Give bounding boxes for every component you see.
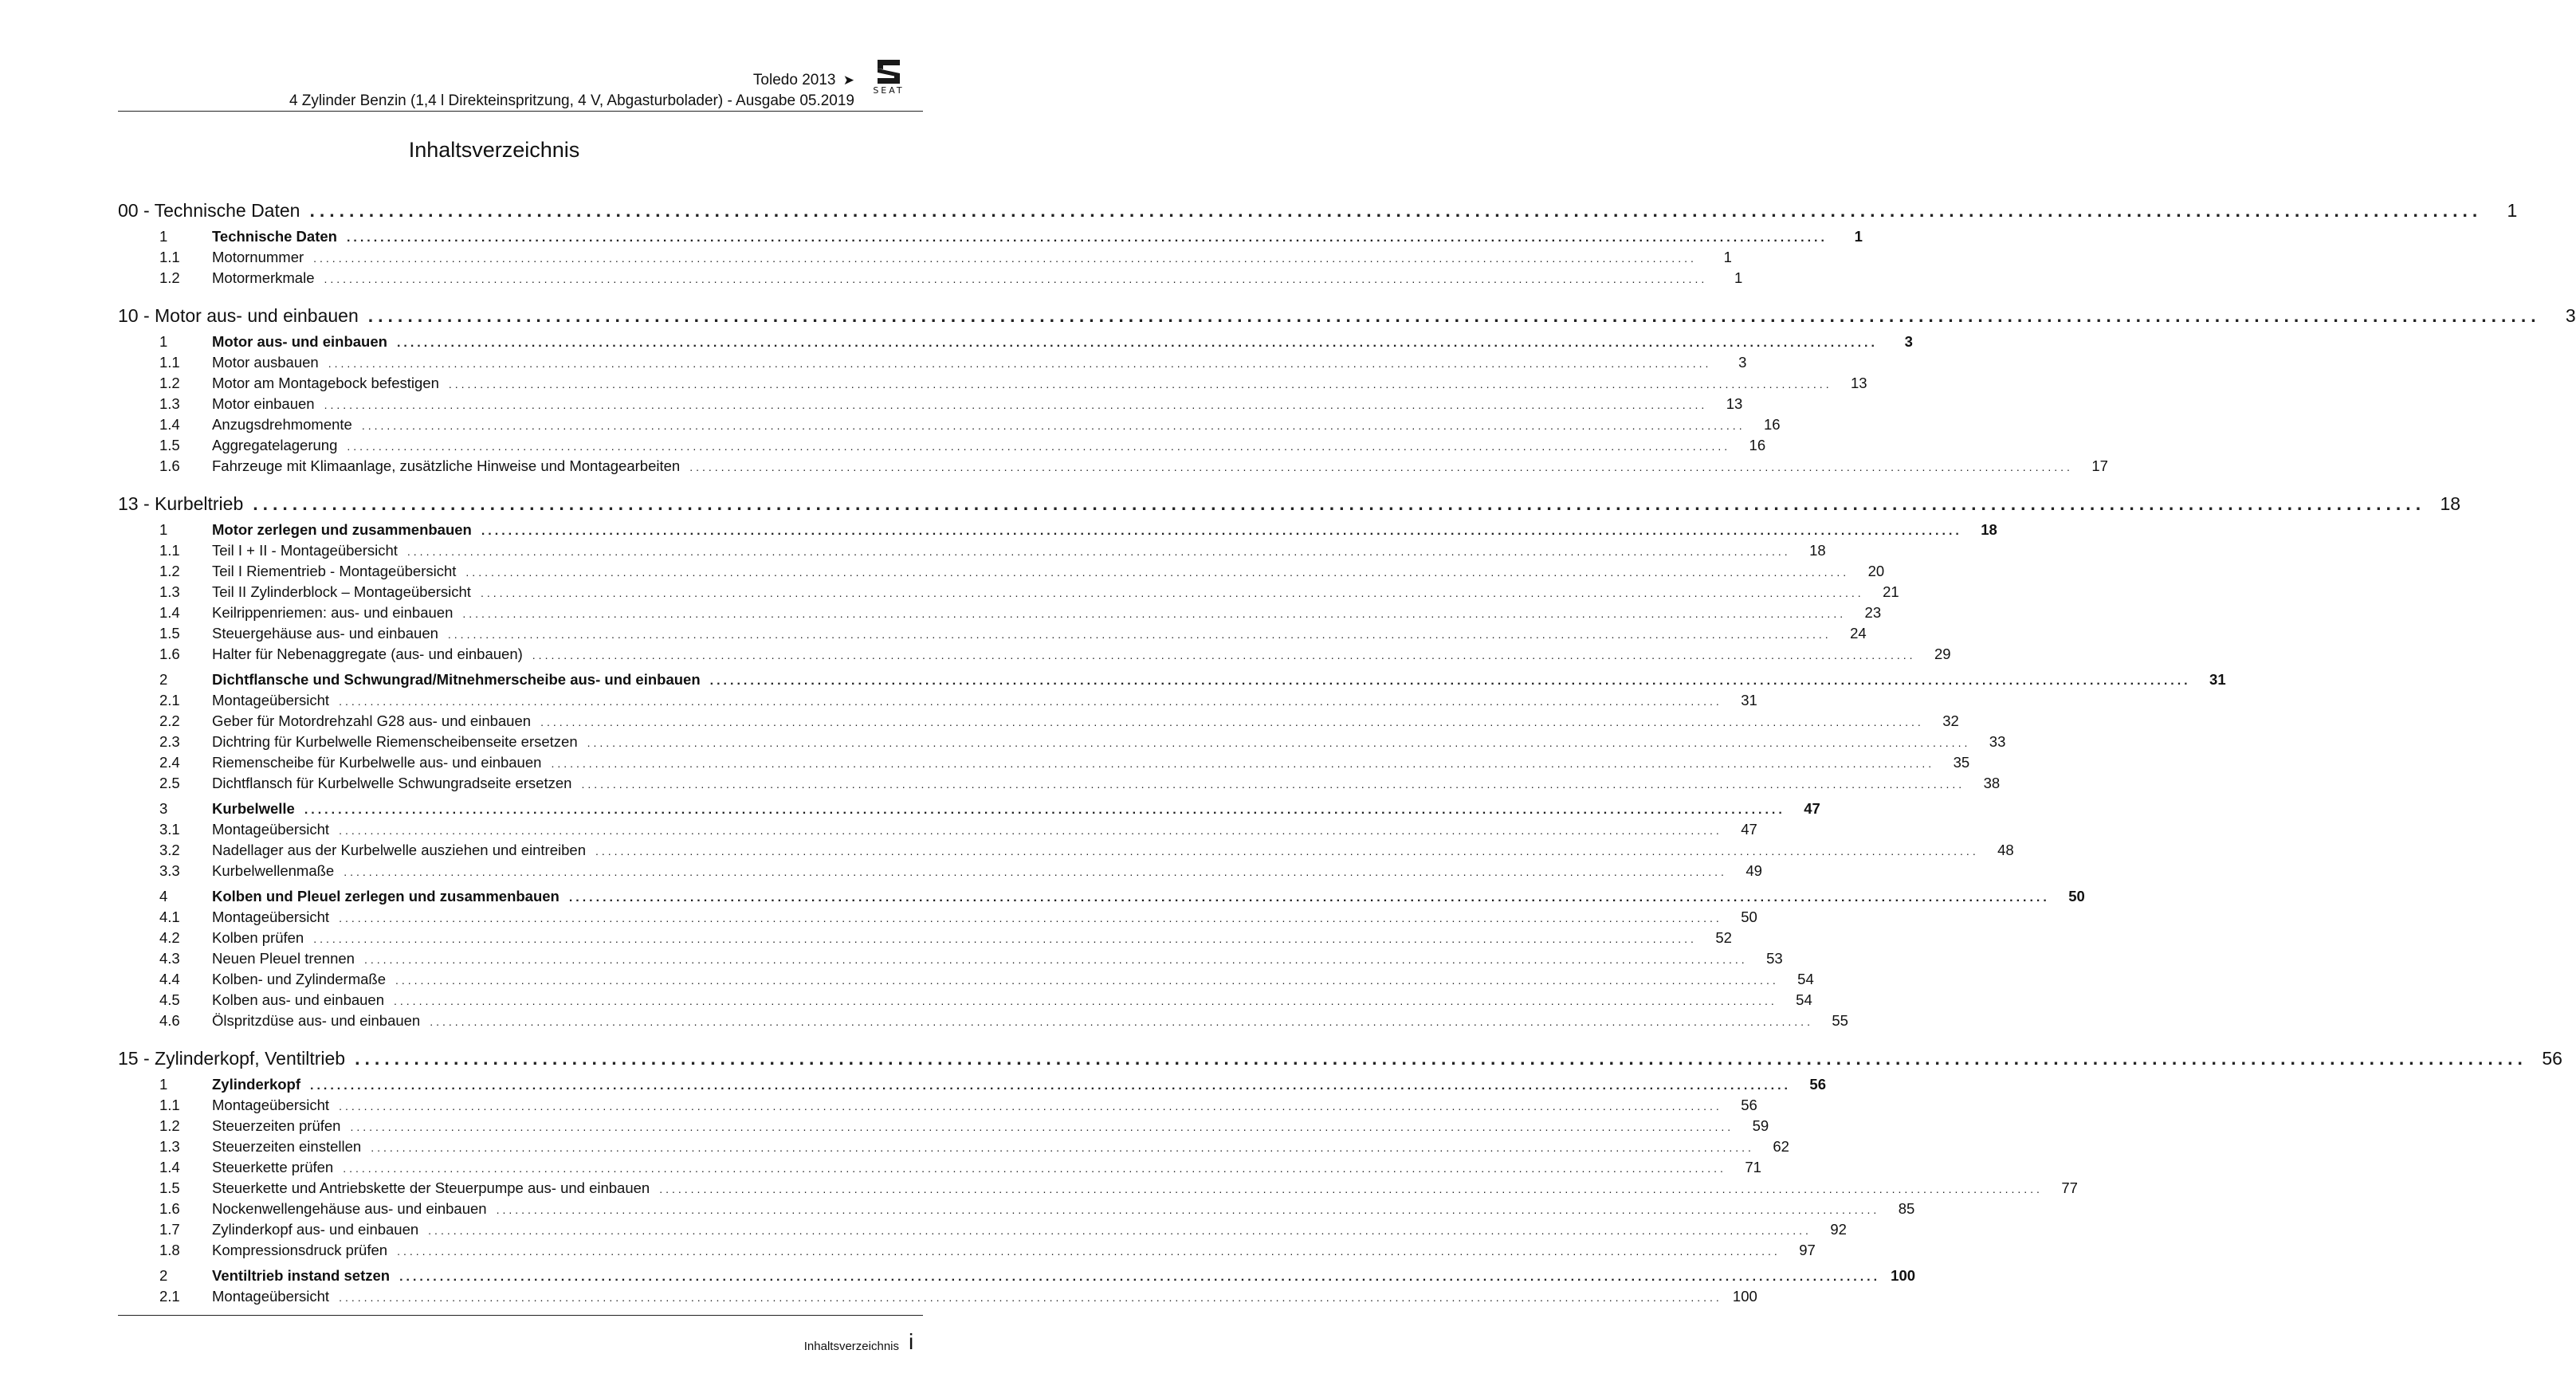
toc-entry-label: Montageübersicht xyxy=(212,692,330,708)
toc-entry-label: Kolben- und Zylindermaße xyxy=(212,971,386,987)
toc-entry-page: 47 xyxy=(1804,800,1820,817)
toc-entry-number: 1.1 xyxy=(159,249,180,265)
toc-entry-page: 1 xyxy=(1854,228,1863,245)
toc-entry-label: Montageübersicht xyxy=(212,908,330,925)
toc-entry-label: Teil II Zylinderblock – Montageübersicht xyxy=(212,583,471,600)
toc-entry-number: 1.2 xyxy=(159,1117,180,1134)
toc-entry-number: 2.2 xyxy=(159,712,180,729)
toc-entry-number: 3.1 xyxy=(159,821,180,838)
toc-subsection-row[interactable] xyxy=(118,456,2108,477)
toc-subsection-row[interactable] xyxy=(118,561,1885,582)
toc-subsection-row[interactable] xyxy=(118,373,1867,394)
toc-entry-page: 53 xyxy=(1766,950,1783,967)
toc-leader-dots: ............................................................................................................................................................................................................................ xyxy=(399,1270,1881,1284)
toc-leader-dots: ............................................................................................................................................................................................................................ xyxy=(350,1120,1734,1133)
toc-entry-label: Geber für Motordrehzahl G28 aus- und einbauen xyxy=(212,712,532,729)
toc-leader-dots: ............................................................................................................................................................................................................................ xyxy=(396,336,1878,350)
toc-subsection-row[interactable] xyxy=(118,969,1814,990)
toc-entry-page: 18 xyxy=(1809,542,1826,559)
toc-leader-dots: ............................................................................................................................................................................................................................ xyxy=(581,778,1965,791)
toc-entry-page: 1 xyxy=(1734,269,1743,286)
toc-entry-label: Ölspritzdüse aus- und einbauen xyxy=(212,1012,421,1029)
toc-entry-number: 1.3 xyxy=(159,583,180,600)
toc-leader-dots: ............................................................................................................................................................................................................................ xyxy=(324,398,1708,411)
seat-logo-icon xyxy=(861,58,917,85)
table-of-contents xyxy=(118,191,2576,1307)
toc-entry-page: 49 xyxy=(1745,862,1762,879)
toc-subsection-row[interactable] xyxy=(118,1095,1757,1116)
toc-entry-page: 13 xyxy=(1851,375,1867,391)
toc-entry-page: 20 xyxy=(1867,563,1885,579)
toc-subsection-row[interactable] xyxy=(118,394,1743,414)
toc-entry-label: Kolben und Pleuel zerlegen und zusammenbauen xyxy=(212,888,560,905)
toc-entry-label: Kurbelwellenmaße xyxy=(212,862,335,879)
toc-leader-dots: ............................................................................................................................................................................................................................ xyxy=(406,545,1791,558)
toc-entry-label: Zylinderkopf xyxy=(212,1076,301,1093)
toc-entry-page: 56 xyxy=(2542,1048,2562,1069)
toc-entry-page: 18 xyxy=(2440,493,2461,514)
toc-entry-page: 38 xyxy=(1983,775,2001,791)
toc-entry-page: 55 xyxy=(1832,1012,1848,1029)
toc-leader-dots: ............................................................................................................................................................................................................................ xyxy=(339,912,1722,924)
toc-entry-number: 4.1 xyxy=(159,908,180,925)
toc-leader-dots: ............................................................................................................................................................................................................................ xyxy=(344,865,1727,878)
toc-subsection-row[interactable] xyxy=(118,690,1757,711)
header-model-text: Toledo 2013 xyxy=(752,72,836,88)
toc-entry-page: 56 xyxy=(1809,1076,1826,1093)
toc-leader-dots: ............................................................................................................................................................................................................................ xyxy=(328,357,1712,370)
toc-entry-label: Teil I + II - Montageübersicht xyxy=(212,542,398,559)
toc-subsection-row[interactable] xyxy=(118,1219,1847,1240)
toc-leader-dots: ............................................................................................................................................................................................................................ xyxy=(568,891,2050,905)
toc-entry-label: Kolben aus- und einbauen xyxy=(212,991,385,1008)
toc-entry-number: 1.1 xyxy=(159,1097,180,1113)
toc-entry-page: 33 xyxy=(1989,733,2006,750)
toc-entry-number: 4.5 xyxy=(159,991,180,1008)
toc-leader-dots: ............................................................................................................................................................................................................................ xyxy=(430,1015,1813,1028)
toc-subsection-row[interactable] xyxy=(118,1157,1761,1178)
toc-entry-page: 23 xyxy=(1864,604,1882,621)
toc-entry-label: Motor zerlegen und zusammenbauen xyxy=(212,521,472,538)
toc-entry-number: 1.4 xyxy=(159,604,180,621)
toc-entry-number: 1.6 xyxy=(159,457,180,474)
toc-section-row[interactable] xyxy=(118,799,1820,819)
toc-entry-label: Keilrippenriemen: aus- und einbauen xyxy=(212,604,454,621)
footer-label: Inhaltsverzeichnis xyxy=(803,1340,899,1353)
toc-section-row[interactable] xyxy=(118,886,2085,907)
toc-entry-page: 31 xyxy=(1741,692,1757,708)
toc-leader-dots: ............................................................................................................................................................................................................................ xyxy=(532,649,1916,661)
seat-logo-text: SEAT xyxy=(873,85,905,96)
toc-entry-page: 71 xyxy=(1745,1159,1761,1175)
toc-entry-number: 2.5 xyxy=(159,775,180,791)
toc-subsection-row[interactable] xyxy=(118,732,2006,752)
toc-subsection-row[interactable] xyxy=(118,1178,2078,1199)
toc-leader-dots: ............................................................................................................................................................................................................................ xyxy=(313,252,1697,265)
toc-subsection-row[interactable] xyxy=(118,268,1743,288)
toc-entry-label: Steuerzeiten einstellen xyxy=(212,1138,362,1155)
toc-entry-page: 32 xyxy=(1942,712,1959,729)
toc-entry-number: 1 xyxy=(159,521,168,538)
toc-entry-page: 50 xyxy=(1741,908,1757,925)
toc-subsection-row[interactable] xyxy=(118,1010,1848,1031)
toc-entry-number: 1.2 xyxy=(159,563,180,579)
header-subtitle: 4 Zylinder Benzin (1,4 l Direkteinspritzung, 4 V, Abgasturbolader) - Ausgabe 05.2019 xyxy=(289,92,854,109)
toc-entry-label: Dichtflansche und Schwungrad/Mitnehmerscheibe aus- und einbauen xyxy=(212,671,701,688)
toc-subsection-row[interactable] xyxy=(118,948,1783,969)
toc-section-row[interactable] xyxy=(118,332,1913,352)
toc-entry-label: Technische Daten xyxy=(212,228,337,245)
toc-subsection-row[interactable] xyxy=(118,752,1970,773)
toc-entry-number: 1.5 xyxy=(159,625,180,642)
page-title: Inhaltsverzeichnis xyxy=(408,138,580,162)
toc-subsection-row[interactable] xyxy=(118,928,1732,948)
toc-entry-number: 1.6 xyxy=(159,1200,180,1217)
toc-entry-number: 4.4 xyxy=(159,971,180,987)
toc-leader-dots: ............................................................................................................................................................................................................................ xyxy=(361,419,1745,432)
toc-entry-label: Montageübersicht xyxy=(212,1097,330,1113)
toc-entry-page: 17 xyxy=(2091,457,2108,474)
toc-entry-number: 1 xyxy=(159,1076,168,1093)
toc-entry-page: 31 xyxy=(2209,671,2226,688)
toc-leader-dots: ............................................................................................................................................................................................................................ xyxy=(448,378,1832,390)
toc-entry-page: 3 xyxy=(1738,354,1747,371)
toc-entry-page: 35 xyxy=(1953,754,1970,771)
toc-subsection-row[interactable] xyxy=(118,1286,1757,1307)
toc-entry-label: Steuergehäuse aus- und einbauen xyxy=(212,625,438,642)
toc-subsection-row[interactable] xyxy=(118,1240,1816,1261)
toc-entry-label: Nockenwellengehäuse aus- und einbauen xyxy=(212,1200,487,1217)
toc-entry-page: 48 xyxy=(1997,842,2014,858)
toc-leader-dots: ............................................................................................................................................................................................................................ xyxy=(343,1162,1726,1175)
toc-entry-label: Anzugsdrehmomente xyxy=(212,416,352,433)
toc-subsection-row[interactable] xyxy=(118,623,1867,644)
toc-chapter-row[interactable] xyxy=(118,194,2518,226)
toc-subsection-row[interactable] xyxy=(118,414,1781,435)
toc-entry-page: 85 xyxy=(1898,1200,1915,1217)
toc-entry-label: Kompressionsdruck prüfen xyxy=(212,1242,388,1258)
toc-entry-label: Motor am Montagebock befestigen xyxy=(212,375,439,391)
toc-entry-number: 1.4 xyxy=(159,1159,180,1175)
page-header xyxy=(0,0,988,120)
toc-subsection-row[interactable] xyxy=(118,1199,1915,1219)
toc-leader-dots: ............................................................................................................................................................................................................................ xyxy=(540,716,1924,728)
toc-entry-label: Neuen Pleuel trennen xyxy=(212,950,355,967)
toc-entry-number: 2.4 xyxy=(159,754,180,771)
toc-leader-dots: ............................................................................................................................................................................................................................ xyxy=(551,757,1935,770)
toc-leader-dots: ............................................................................................................................................................................................................................ xyxy=(480,587,1864,599)
toc-subsection-row[interactable] xyxy=(118,840,2014,861)
toc-entry-page: 13 xyxy=(1726,395,1743,412)
toc-section-row[interactable] xyxy=(118,1074,1826,1095)
toc-leader-dots: ............................................................................................................................................................................................................................ xyxy=(689,461,2073,473)
toc-entry-label: Nadellager aus der Kurbelwelle ausziehen und eintreiben xyxy=(212,842,586,858)
toc-entry-label: 10 - Motor aus- und einbauen xyxy=(118,305,359,326)
toc-leader-dots: ............................................................................................................................................................................................................................ xyxy=(496,1203,1880,1216)
toc-entry-number: 1.5 xyxy=(159,437,180,453)
toc-entry-label: Aggregatelagerung xyxy=(212,437,338,453)
toc-entry-label: Dichtflansch für Kurbelwelle Schwungradseite ersetzen xyxy=(212,775,572,791)
toc-entry-label: Motor einbauen xyxy=(212,395,315,412)
toc-entry-number: 1.2 xyxy=(159,269,180,286)
toc-leader-dots: ............................................................................................................................................................................................................................ xyxy=(253,493,2426,514)
toc-entry-page: 54 xyxy=(1797,971,1814,987)
toc-entry-number: 3.3 xyxy=(159,862,180,879)
toc-entry-page: 47 xyxy=(1741,821,1757,838)
toc-section-row[interactable] xyxy=(118,669,2226,690)
toc-leader-dots: ............................................................................................................................................................................................................................ xyxy=(363,953,1748,966)
toc-entry-number: 1.1 xyxy=(159,354,180,371)
toc-subsection-row[interactable] xyxy=(118,711,1959,732)
toc-entry-label: Kolben prüfen xyxy=(212,929,304,946)
toc-entry-page: 1 xyxy=(1723,249,1732,265)
toc-entry-label: Steuerkette prüfen xyxy=(212,1159,334,1175)
toc-leader-dots: ............................................................................................................................................................................................................................ xyxy=(339,1100,1722,1112)
toc-entry-number: 1.8 xyxy=(159,1242,180,1258)
toc-entry-number: 2.3 xyxy=(159,733,180,750)
toc-entry-label: Motor ausbauen xyxy=(212,354,319,371)
toc-subsection-row[interactable] xyxy=(118,435,1766,456)
toc-entry-label: Ventiltrieb instand setzen xyxy=(212,1267,391,1284)
header-model xyxy=(753,72,854,89)
toc-entry-label: Zylinderkopf aus- und einbauen xyxy=(212,1221,419,1238)
toc-leader-dots: ............................................................................................................................................................................................................................ xyxy=(310,1079,1791,1093)
toc-entry-page: 92 xyxy=(1830,1221,1847,1238)
toc-entry-number: 1 xyxy=(159,333,168,350)
toc-entry-number: 1.3 xyxy=(159,395,180,412)
toc-entry-page: 24 xyxy=(1850,625,1867,642)
toc-subsection-row[interactable] xyxy=(118,861,1762,881)
toc-entry-label: Kurbelwelle xyxy=(212,800,295,817)
toc-leader-dots: ............................................................................................................................................................................................................................ xyxy=(339,1291,1722,1304)
toc-section-row[interactable] xyxy=(118,1266,1916,1286)
toc-entry-label: Steuerkette und Antriebskette der Steuerpumpe aus- und einbauen xyxy=(212,1179,650,1196)
toc-leader-dots: ............................................................................................................................................................................................................................ xyxy=(304,803,1785,817)
toc-entry-label: Montageübersicht xyxy=(212,1288,330,1305)
toc-entry-page: 50 xyxy=(2068,888,2085,905)
toc-subsection-row[interactable] xyxy=(118,1136,1789,1157)
toc-subsection-row[interactable] xyxy=(118,602,1882,623)
toc-entry-number: 2 xyxy=(159,671,168,688)
toc-leader-dots: ............................................................................................................................................................................................................................ xyxy=(367,305,2541,326)
toc-leader-dots: ............................................................................................................................................................................................................................ xyxy=(595,845,1979,857)
toc-leader-dots: ............................................................................................................................................................................................................................ xyxy=(394,995,1777,1007)
toc-entry-page: 62 xyxy=(1773,1138,1789,1155)
toc-section-row[interactable] xyxy=(118,520,1997,540)
toc-leader-dots: ............................................................................................................................................................................................................................ xyxy=(462,607,1847,620)
toc-entry-label: 00 - Technische Daten xyxy=(118,200,300,221)
footer-rule xyxy=(118,1315,923,1316)
toc-entry-number: 2.1 xyxy=(159,692,180,708)
toc-entry-page: 52 xyxy=(1715,929,1732,946)
toc-entry-label: Montageübersicht xyxy=(212,821,330,838)
toc-leader-dots: ............................................................................................................................................................................................................................ xyxy=(347,440,1731,453)
toc-entry-number: 2 xyxy=(159,1267,168,1284)
toc-entry-number: 4.6 xyxy=(159,1012,180,1029)
toc-entry-number: 4.2 xyxy=(159,929,180,946)
toc-entry-label: Motormerkmale xyxy=(212,269,315,286)
toc-entry-page: 54 xyxy=(1796,991,1812,1008)
toc-leader-dots: ............................................................................................................................................................................................................................ xyxy=(447,628,1832,641)
toc-leader-dots: ............................................................................................................................................................................................................................ xyxy=(395,974,1779,987)
toc-entry-number: 4.3 xyxy=(159,950,180,967)
toc-entry-label: Motornummer xyxy=(212,249,304,265)
toc-leader-dots: ............................................................................................................................................................................................................................ xyxy=(324,273,1708,285)
seat-logo xyxy=(861,58,917,98)
toc-entry-label: Motor aus- und einbauen xyxy=(212,333,387,350)
toc-entry-number: 1.4 xyxy=(159,416,180,433)
toc-entry-number: 1.6 xyxy=(159,646,180,662)
toc-subsection-row[interactable] xyxy=(118,773,2001,794)
toc-chapter-row[interactable] xyxy=(118,300,2576,332)
toc-entry-label: Riemenscheibe für Kurbelwelle aus- und einbauen xyxy=(212,754,542,771)
toc-subsection-row[interactable] xyxy=(118,352,1747,373)
toc-entry-label: Teil I Riementrieb - Montageübersicht xyxy=(212,563,457,579)
toc-section-row[interactable] xyxy=(118,226,1863,247)
toc-entry-label: Steuerzeiten prüfen xyxy=(212,1117,341,1134)
toc-subsection-row[interactable] xyxy=(118,247,1732,268)
toc-entry-number: 1.1 xyxy=(159,542,180,559)
toc-subsection-row[interactable] xyxy=(118,907,1757,928)
toc-entry-number: 1 xyxy=(159,228,168,245)
footer-page-number: i xyxy=(909,1329,914,1354)
toc-subsection-row[interactable] xyxy=(118,819,1757,840)
toc-leader-dots: ............................................................................................................................................................................................................................ xyxy=(587,736,1971,749)
toc-entry-page: 1 xyxy=(2507,200,2518,221)
toc-entry-label: Dichtring für Kurbelwelle Riemenscheibenseite ersetzen xyxy=(212,733,578,750)
toc-leader-dots: ............................................................................................................................................................................................................................ xyxy=(465,566,1850,579)
toc-subsection-row[interactable] xyxy=(118,1116,1769,1136)
toc-entry-label: 13 - Kurbeltrieb xyxy=(118,493,244,514)
toc-entry-label: 15 - Zylinderkopf, Ventiltrieb xyxy=(118,1048,346,1069)
toc-entry-number: 4 xyxy=(159,888,168,905)
toc-subsection-row[interactable] xyxy=(118,540,1826,561)
toc-entry-page: 21 xyxy=(1883,583,1899,600)
toc-entry-number: 3 xyxy=(159,800,168,817)
toc-leader-dots: ............................................................................................................................................................................................................................ xyxy=(428,1224,1812,1237)
toc-subsection-row[interactable] xyxy=(118,990,1812,1010)
toc-subsection-row[interactable] xyxy=(118,644,1951,665)
toc-entry-page: 97 xyxy=(1799,1242,1816,1258)
toc-entry-page: 56 xyxy=(1741,1097,1757,1113)
toc-entry-number: 2.1 xyxy=(159,1288,180,1305)
toc-entry-number: 3.2 xyxy=(159,842,180,858)
toc-entry-page: 3 xyxy=(2565,305,2576,326)
toc-chapter-row[interactable] xyxy=(118,1042,2562,1074)
toc-entry-page: 16 xyxy=(1749,437,1766,453)
toc-leader-dots: ............................................................................................................................................................................................................................ xyxy=(709,674,2191,688)
toc-entry-number: 1.3 xyxy=(159,1138,180,1155)
toc-leader-dots: ............................................................................................................................................................................................................................ xyxy=(355,1048,2527,1069)
arrow-icon: ➤ xyxy=(842,73,854,88)
toc-entry-label: Fahrzeuge mit Klimaanlage, zusätzliche Hinweise und Montagearbeiten xyxy=(212,457,681,474)
toc-leader-dots: ............................................................................................................................................................................................................................ xyxy=(313,932,1697,945)
toc-leader-dots: ............................................................................................................................................................................................................................ xyxy=(339,824,1722,837)
header-rule xyxy=(118,111,923,112)
toc-entry-page: 77 xyxy=(2061,1179,2078,1196)
toc-chapter-row[interactable] xyxy=(118,488,2461,520)
toc-entry-page: 59 xyxy=(1752,1117,1769,1134)
toc-entry-page: 100 xyxy=(1732,1288,1757,1305)
toc-entry-page: 16 xyxy=(1764,416,1781,433)
toc-leader-dots: ............................................................................................................................................................................................................................ xyxy=(397,1245,1781,1258)
toc-leader-dots: ............................................................................................................................................................................................................................ xyxy=(339,695,1722,708)
toc-leader-dots: ............................................................................................................................................................................................................................ xyxy=(481,524,1962,538)
toc-subsection-row[interactable] xyxy=(118,582,1899,602)
toc-leader-dots: ............................................................................................................................................................................................................................ xyxy=(659,1183,2043,1195)
toc-entry-page: 3 xyxy=(1904,333,1913,350)
toc-entry-label: Halter für Nebenaggregate (aus- und einbauen) xyxy=(212,646,523,662)
toc-leader-dots: ............................................................................................................................................................................................................................ xyxy=(309,200,2483,221)
toc-leader-dots: ............................................................................................................................................................................................................................ xyxy=(346,231,1828,245)
toc-entry-page: 18 xyxy=(1981,521,1997,538)
toc-entry-number: 1.7 xyxy=(159,1221,180,1238)
toc-leader-dots: ............................................................................................................................................................................................................................ xyxy=(371,1141,1754,1154)
toc-entry-page: 100 xyxy=(1891,1267,1916,1284)
toc-entry-page: 29 xyxy=(1934,646,1951,662)
toc-entry-number: 1.5 xyxy=(159,1179,180,1196)
toc-entry-number: 1.2 xyxy=(159,375,180,391)
